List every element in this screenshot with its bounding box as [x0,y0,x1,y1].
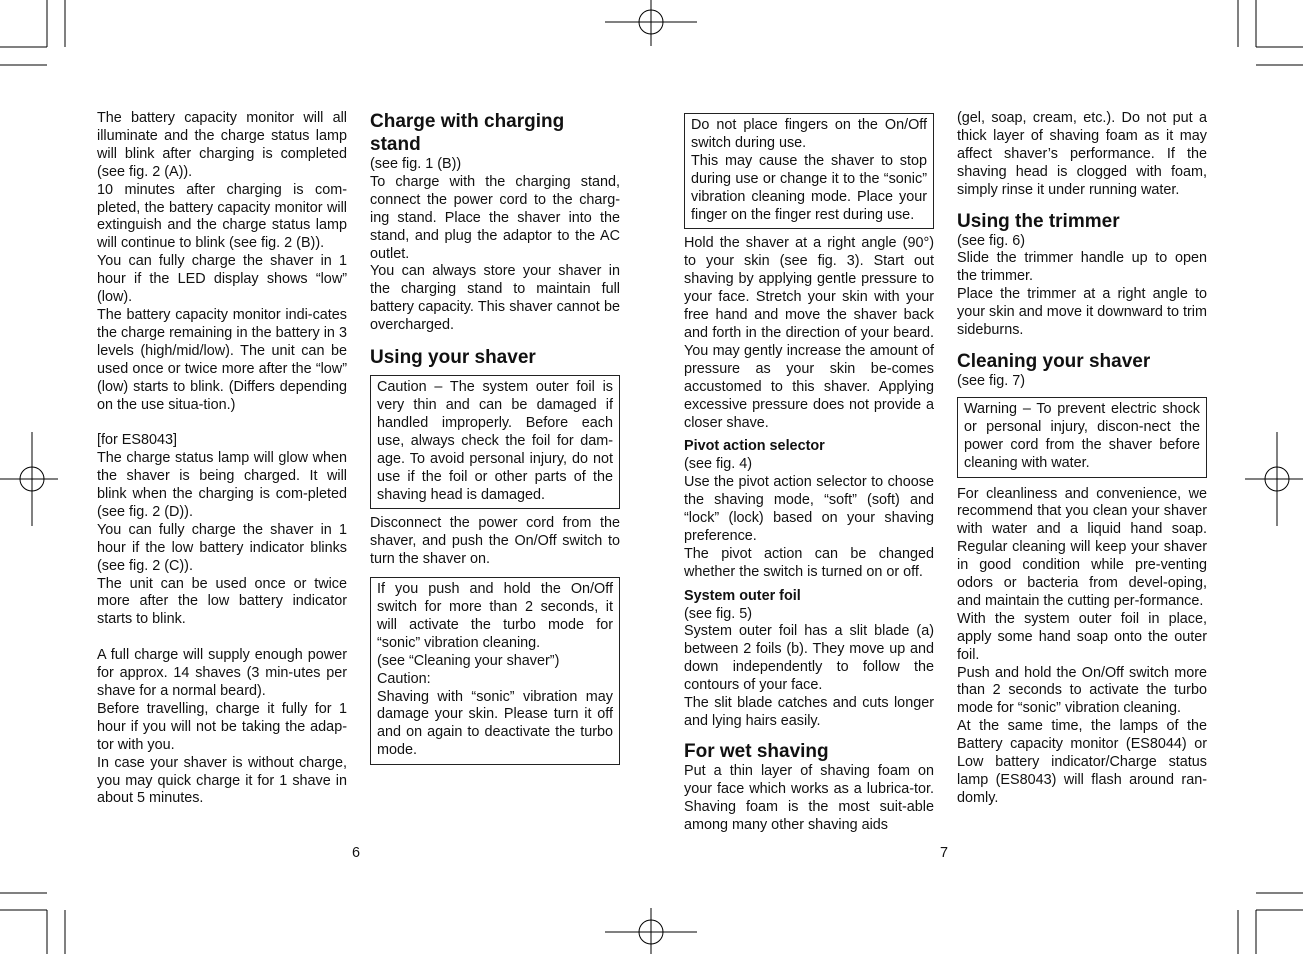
paragraph: The unit can be used once or twice more after the low battery indicator starts to blink. [97,575,347,628]
column-1 [97,110,347,808]
subheading-pivot-action: Pivot action selector [684,438,825,455]
page-number-right: 7 [940,845,949,861]
paragraph: You can fully charge the shaver in 1 hour if the low battery indicator blinks (see fig. 2 (C)). [97,521,347,574]
paragraph: Put a thin layer of shaving foam on your face which works as a lubrica-tor. Shaving foam is the most suit-able among many other shaving aids [684,762,934,833]
paragraph: Before travelling, charge it fully for 1 hour if you will not be taking the adap-tor with you. [97,700,347,753]
paragraph: At the same time, the lamps of the Battery capacity monitor (ES8044) or Low battery indicator/Charge status lamp (ES8043) will flash around ran-domly. [957,718,1207,806]
paragraph: The battery capacity monitor will all illuminate and the charge status lamp will blink after charging is completed (see fig. 2 (A)). [97,110,347,180]
column-2 [370,110,620,765]
turbo-mode-box [370,577,620,765]
box-text: If you push and hold the On/Off switch for more than 2 seconds, it will activate the turbo mode for “sonic” vibration cleaning. [377,581,613,651]
column-3 [684,113,934,835]
paragraph: (gel, soap, cream, etc.). Do not put a thick layer of shaving foam as it may affect shaver’s performance. If the shaving head is clogged with foam, simply rinse it under running water. [957,110,1207,198]
subheading-system-outer-foil: System outer foil [684,587,801,604]
paragraph: In case your shaver is without charge, you may quick charge it for 1 shave in about 5 minutes. [97,754,347,807]
figure-reference: (see fig. 4) [684,456,752,473]
paragraph: Slide the trimmer handle up to open the trimmer. [957,250,1207,285]
paragraph: Use the pivot action selector to choose the shaving mode, “soft” (soft) and “lock” (lock) based on your shaving preference. [684,474,934,544]
paragraph: The slit blade catches and cuts longer and lying hairs easily. [684,695,934,729]
paragraph: Place the trimmer at a right angle to your skin and move it downward to trim sideburns. [957,286,1207,339]
paragraph: The pivot action can be changed whether the switch is turned on or off. [684,545,934,580]
figure-reference: (see fig. 7) [957,372,1025,389]
figure-reference: (see fig. 5) [684,605,752,622]
caution-box: Caution – The system outer foil is very thin and can be damaged if handled improperly. Before each use, always check the foil for dam-age. To avoid personal injury, do not use if the foil or other parts of the shaving head is damaged. [370,375,620,509]
paragraph: Disconnect the power cord from the shaver, and push the On/Off switch to turn the shaver on. [370,515,620,568]
section-heading-using-shaver: Using your shaver [370,347,536,369]
model-label: [for ES8043] [97,432,177,449]
section-heading-charge-stand: Charge with charging stand [370,111,565,155]
paragraph: The charge status lamp will glow when the shaver is being charged. It will blink when the charging is com-pleted (see fig. 2 (D)). [97,450,347,520]
box-text: (see “Cleaning your shaver”) [377,652,560,669]
paragraph: The battery capacity monitor indi-cates the charge remaining in the battery in 3 levels (high/mid/low). The unit can be used once or twice more after the “low” (low) starts to blink. (Differs depending on the use situa-tion.) [97,306,347,413]
box-text: Shaving with “sonic” vibration may damage your skin. Please turn it off and on again to deactivate the turbo mode. [377,688,613,759]
paragraph: To charge with the charging stand, connect the power cord to the charg-ing stand. Place the shaver into the stand, and plug the adaptor to the AC outlet. [370,173,620,262]
section-heading-trimmer: Using the trimmer [957,210,1120,232]
paragraph: 10 minutes after charging is com-pleted, the battery capacity monitor will extinguish and the charge status lamp will continue to blink (see fig. 2 (B)). [97,181,347,252]
finger-warning-box [684,113,934,229]
page-number-left: 6 [352,845,361,861]
paragraph: With the system outer foil in place, apply some hand soap onto the outer foil. [957,610,1207,663]
box-text: This may cause the shaver to stop during use or change it to the “sonic” vibration cleaning mode. Place your finger on the finger rest during use. [691,152,927,223]
warning-box: Warning – To prevent electric shock or personal injury, discon-nect the power cord from the shaver before cleaning with water. [957,397,1207,478]
section-heading-wet-shaving: For wet shaving [684,740,829,762]
paragraph: For cleanliness and convenience, we recommend that you clean your shaver with water and a liquid hand soap. Regular cleaning will keep your shaver in good condition while pre-venting odors or bacteria from devel-oping, and maintain the cutting per-formance. [957,485,1207,609]
section-heading-cleaning: Cleaning your shaver [957,350,1151,372]
column-4 [957,110,1207,808]
box-text: Do not place fingers on the On/Off switch during use. [691,117,927,151]
paragraph: Hold the shaver at a right angle (90°) to your skin (see fig. 3). Start out shaving by applying gentle pressure to your face. Stretch your skin with your free hand and move the shaver back and forth in the direction of your beard. You may gently increase the amount of pressure as your skin be-comes accustomed to this shaver. Applying excessive pressure does not provide a closer shave. [684,235,934,431]
paragraph: A full charge will supply enough power for approx. 14 shaves (3 min-utes per shave for a normal beard). [97,647,347,699]
paragraph: Push and hold the On/Off switch more than 2 seconds to activate the turbo mode for “sonic” vibration cleaning. [957,664,1207,717]
paragraph: System outer foil has a slit blade (a) between 2 foils (b). They move up and down independently to follow the contours of your face. [684,623,934,694]
paragraph: You can fully charge the shaver in 1 hour if the LED display shows “low” (low). [97,253,347,306]
paragraph: You can always store your shaver in the charging stand to maintain full battery capacity. This shaver cannot be overcharged. [370,263,620,334]
figure-reference: (see fig. 1 (B)) [370,156,462,172]
figure-reference: (see fig. 6) [957,232,1025,249]
box-text: Caution: [377,670,431,687]
